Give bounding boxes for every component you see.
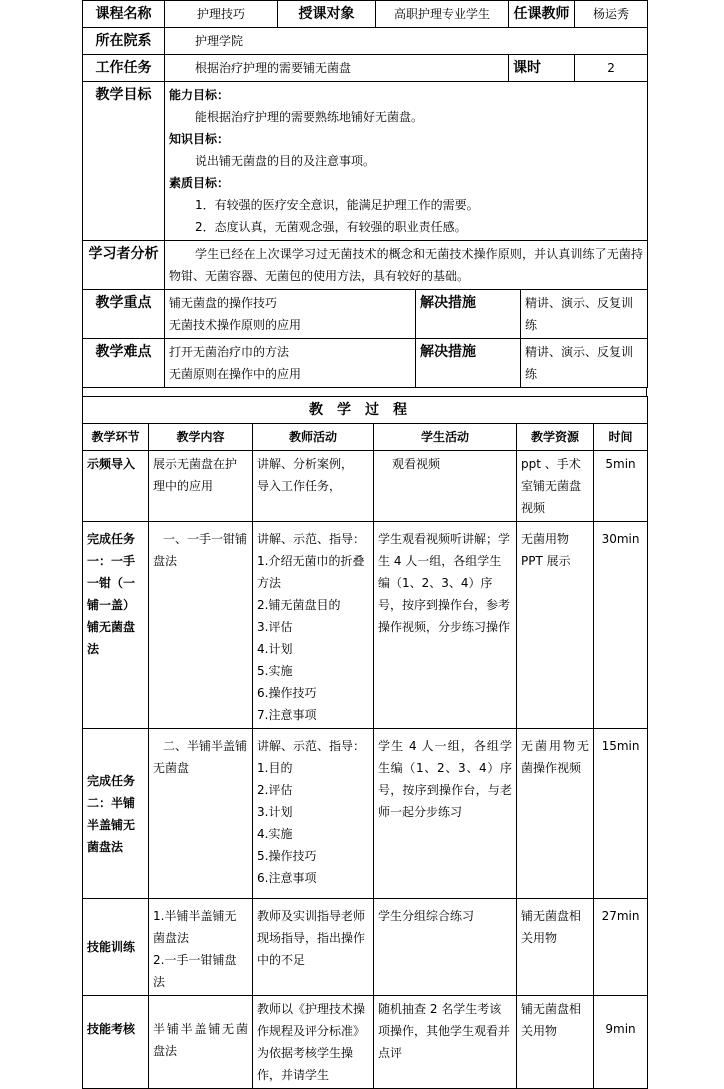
time-cell: 27min xyxy=(594,899,648,996)
teacher-line: 2.铺无菌盘目的 xyxy=(257,598,341,612)
content-line: 2.一手一钳铺盘法 xyxy=(153,953,237,989)
teacher-line: 6.操作技巧 xyxy=(257,686,317,700)
teacher-line: 5.操作技巧 xyxy=(257,849,317,863)
student-cell: 观看视频 xyxy=(374,451,517,522)
teacher-line: 5.实施 xyxy=(257,664,293,678)
difficult-point-2: 无菌原则在操作中的应用 xyxy=(169,367,302,381)
audience-label: 授课对象 xyxy=(278,1,376,28)
difficult-points-content xyxy=(165,339,416,388)
task-value: 根据治疗护理的需要铺无菌盘 xyxy=(165,55,509,82)
time-cell: 15min xyxy=(594,729,648,899)
content-cell: 展示无菌盘在护理中的应用 xyxy=(149,451,253,522)
teacher-cell: 教师及实训指导老师现场指导，指出操作中的不足 xyxy=(253,899,374,996)
course-name-label: 课程名称 xyxy=(83,1,165,28)
analysis-text: 学生已经在上次课学习过无菌技术的概念和无菌技术操作原则，并认真训练了无菌持物钳、无菌容器、无菌包的使用方法，具有较好的基础。 xyxy=(165,241,648,290)
stage-cell: 技能考核 xyxy=(83,996,149,1089)
table-row xyxy=(83,522,648,729)
hours-label: 课时 xyxy=(509,55,575,82)
teacher-line: 3.评估 xyxy=(257,620,293,634)
col-header-resource: 教学资源 xyxy=(517,424,594,451)
col-header-time: 时间 xyxy=(594,424,648,451)
difficult-measure-value: 精讲、演示、反复训练 xyxy=(521,339,648,388)
teacher-line: 1.介绍无菌巾的折叠方法 xyxy=(257,554,365,590)
teacher-line: 7.注意事项 xyxy=(257,708,317,722)
key-points-label: 教学重点 xyxy=(83,290,165,339)
col-header-student: 学生活动 xyxy=(374,424,517,451)
col-header-stage: 教学环节 xyxy=(83,424,149,451)
resource-cell: 无菌用物无菌操作视频 xyxy=(517,729,594,899)
table-row xyxy=(83,729,648,899)
teacher-cell: 教师以《护理技术操作规程及评分标准》为依据考核学生操作，并请学生 xyxy=(253,996,374,1089)
course-info-table xyxy=(82,0,648,388)
teacher-line: 1.目的 xyxy=(257,761,293,775)
resource-cell: 铺无菌盘相关用物 xyxy=(517,899,594,996)
section-gap xyxy=(82,388,647,396)
ability-title: 能力目标： xyxy=(169,88,230,102)
teacher-cell xyxy=(253,451,374,522)
key-points-content xyxy=(165,290,416,339)
stage-cell: 示频导入 xyxy=(83,451,149,522)
teacher-line: 2.评估 xyxy=(257,783,293,797)
college-value: 护理学院 xyxy=(165,28,648,55)
time-cell: 30min xyxy=(594,522,648,729)
resource-cell: ppt 、手术室铺无菌盘视频 xyxy=(517,451,594,522)
ability-text: 能根据治疗护理的需要熟练地铺好无菌盘。 xyxy=(195,110,424,124)
task-label: 工作任务 xyxy=(83,55,165,82)
resource-cell: 铺无菌盘相关用物 xyxy=(517,996,594,1089)
key-measure-value: 精讲、演示、反复训练 xyxy=(521,290,648,339)
teacher-line: 讲解、示范、指导： xyxy=(257,739,366,753)
resource-cell: 无菌用物PPT 展示 xyxy=(517,522,594,729)
key-point-2: 无菌技术操作原则的应用 xyxy=(169,318,302,332)
quality-title: 素质目标： xyxy=(169,176,230,190)
time-cell: 9min xyxy=(594,996,648,1089)
difficult-measure-label: 解决措施 xyxy=(416,339,521,388)
teacher-label: 任课教师 xyxy=(509,1,575,28)
content-cell xyxy=(149,899,253,996)
student-cell: 随机抽查 2 名学生考该项操作，其他学生观看并点评 xyxy=(374,996,517,1089)
analysis-label: 学习者分析 xyxy=(83,241,165,290)
knowledge-title: 知识目标： xyxy=(169,132,230,146)
teacher-cell xyxy=(253,522,374,729)
col-header-teacher: 教师活动 xyxy=(253,424,374,451)
stage-cell: 技能训练 xyxy=(83,899,149,996)
teacher-line: 导入工作任务， xyxy=(257,479,342,493)
teacher-line: 4.实施 xyxy=(257,827,293,841)
time-cell: 5min xyxy=(594,451,648,522)
teacher-line: 3.计划 xyxy=(257,805,293,819)
content-cell: 半铺半盖铺无菌盘法 xyxy=(149,996,253,1089)
teacher-line: 4.计划 xyxy=(257,642,293,656)
course-name-value: 护理技巧 xyxy=(165,1,278,28)
objectives-label: 教学目标 xyxy=(83,82,165,241)
teaching-process-table xyxy=(82,396,648,1089)
hours-value: 2 xyxy=(575,55,648,82)
lesson-plan-page xyxy=(82,0,647,1082)
teacher-cell xyxy=(253,729,374,899)
stage-cell: 完成任务二：半铺半盖铺无菌盘法 xyxy=(83,729,149,899)
student-cell: 学生 4 人一组，各组学生编（1、2、3、4）序号，按序到操作台，与老师一起分步练习 xyxy=(374,729,517,899)
student-cell: 学生观看视频听讲解；学生 4 人一组，各组学生编（1、2、3、4）序号，按序到操作台，参考操作视频，分步练习操作 xyxy=(374,522,517,729)
knowledge-text: 说出铺无菌盘的目的及注意事项。 xyxy=(195,154,376,168)
difficult-points-label: 教学难点 xyxy=(83,339,165,388)
stage-cell: 完成任务一：一手一钳（一铺一盖）铺无菌盘法 xyxy=(83,522,149,729)
content-line: 1.半铺半盖铺无菌盘法 xyxy=(153,909,237,945)
key-point-1: 铺无菌盘的操作技巧 xyxy=(169,296,278,310)
table-row xyxy=(83,451,648,522)
teacher-value: 杨运秀 xyxy=(575,1,648,28)
audience-value: 高职护理专业学生 xyxy=(376,1,509,28)
table-row xyxy=(83,899,648,996)
teacher-line: 讲解、示范、指导： xyxy=(257,532,366,546)
difficult-point-1: 打开无菌治疗巾的方法 xyxy=(169,345,290,359)
table-row xyxy=(83,996,648,1089)
college-label: 所在院系 xyxy=(83,28,165,55)
teacher-line: 讲解、分析案例， xyxy=(257,457,354,471)
content-cell: 一、一手一钳铺盘法 xyxy=(149,522,253,729)
quality-item-1: 1．有较强的医疗安全意识，能满足护理工作的需要。 xyxy=(195,198,479,212)
quality-item-2: 2．态度认真，无菌观念强，有较强的职业责任感。 xyxy=(195,220,467,234)
key-measure-label: 解决措施 xyxy=(416,290,521,339)
process-title: 教学过程 xyxy=(83,397,648,424)
col-header-content: 教学内容 xyxy=(149,424,253,451)
content-cell: 二、半铺半盖铺无菌盘 xyxy=(149,729,253,899)
objectives-content xyxy=(165,82,648,241)
student-cell: 学生分组综合练习 xyxy=(374,899,517,996)
teacher-line: 6.注意事项 xyxy=(257,871,317,885)
